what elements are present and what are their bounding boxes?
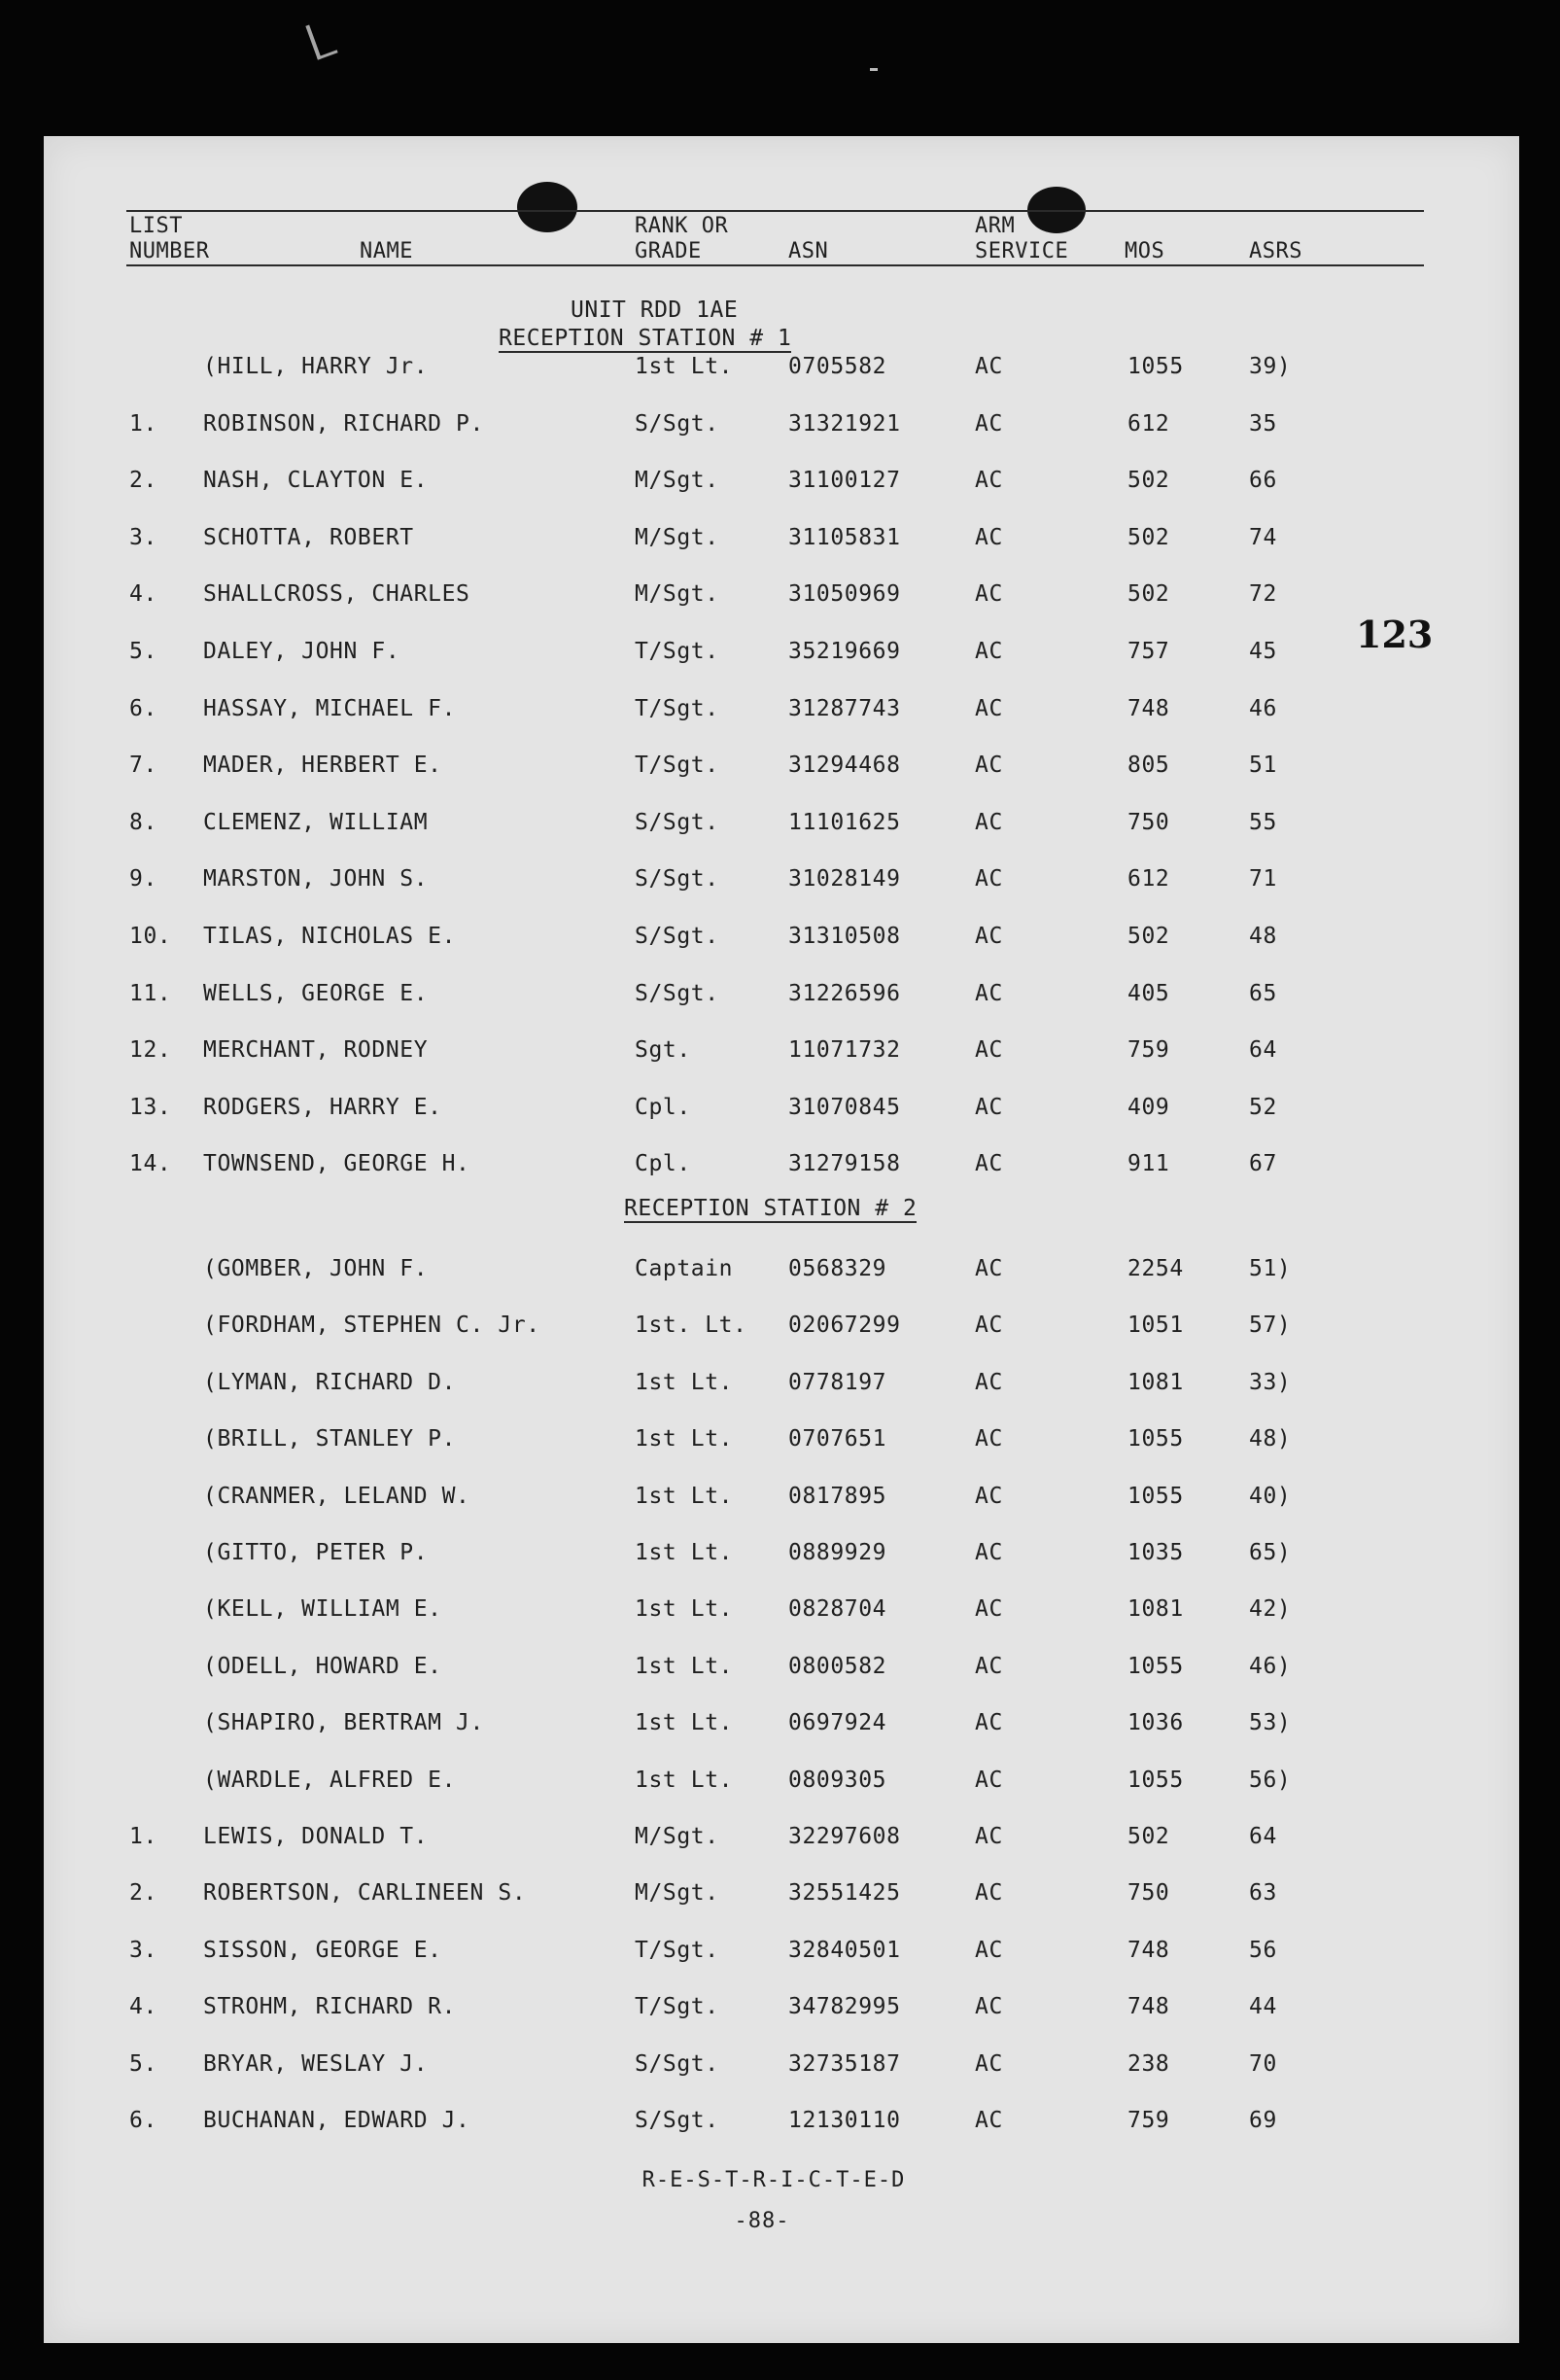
arm-service-cell: AC: [975, 1094, 1003, 1120]
asrs-cell: 39): [1249, 354, 1292, 379]
table-row: [44, 1254, 1519, 1293]
asn-cell: 35219669: [788, 639, 901, 664]
asn-cell: 31028149: [788, 866, 901, 892]
arm-service-cell: AC: [975, 1369, 1003, 1395]
table-row: [44, 1482, 1519, 1521]
header-bottom-rule: [126, 264, 1424, 266]
arm-service-cell: AC: [975, 1994, 1003, 2020]
asn-cell: 0809305: [788, 1767, 887, 1793]
arm-service-cell: AC: [975, 354, 1003, 379]
rank-cell: M/Sgt.: [635, 581, 719, 608]
table-row: [44, 1149, 1519, 1188]
arm-service-cell: AC: [975, 1151, 1003, 1177]
table-row: [44, 1708, 1519, 1747]
scan-artifact-mark: [305, 18, 337, 59]
mos-cell: 911: [1127, 1151, 1170, 1177]
mos-cell: 750: [1127, 809, 1170, 835]
header-arm: ARM SERVICE: [975, 214, 1069, 263]
asrs-cell: 53): [1249, 1710, 1292, 1736]
asrs-cell: 63: [1249, 1880, 1277, 1907]
rank-cell: S/Sgt.: [635, 809, 719, 835]
list-number-cell: 6.: [129, 695, 157, 721]
list-number-cell: 9.: [129, 866, 157, 892]
list-number-cell: 10.: [129, 924, 172, 949]
asrs-cell: 64: [1249, 1037, 1277, 1064]
header-mos: MOS: [1125, 239, 1165, 263]
asn-cell: 0828704: [788, 1596, 887, 1623]
rank-cell: M/Sgt.: [635, 468, 719, 494]
name-cell: (FORDHAM, STEPHEN C. Jr.: [203, 1312, 540, 1339]
asrs-cell: 67: [1249, 1151, 1277, 1177]
asrs-cell: 46): [1249, 1653, 1292, 1679]
arm-service-cell: AC: [975, 1710, 1003, 1736]
asrs-cell: 35: [1249, 410, 1277, 437]
name-cell: (LYMAN, RICHARD D.: [203, 1369, 457, 1395]
mos-cell: 612: [1127, 866, 1170, 892]
name-cell: HASSAY, MICHAEL F.: [203, 695, 457, 721]
name-cell: ROBERTSON, CARLINEEN S.: [203, 1880, 527, 1907]
name-cell: TILAS, NICHOLAS E.: [203, 924, 457, 949]
arm-service-cell: AC: [975, 866, 1003, 892]
table-row: [44, 1822, 1519, 1861]
arm-service-cell: AC: [975, 2108, 1003, 2133]
list-number-cell: 2.: [129, 468, 157, 494]
name-cell: (HILL, HARRY Jr.: [203, 354, 429, 379]
name-cell: TOWNSEND, GEORGE H.: [203, 1151, 470, 1177]
header-asn: ASN: [788, 239, 829, 263]
asn-cell: 34782995: [788, 1994, 901, 2020]
asn-cell: 0707651: [788, 1426, 887, 1452]
name-cell: MARSTON, JOHN S.: [203, 866, 429, 892]
list-number-cell: 1.: [129, 1824, 157, 1849]
mos-cell: 1055: [1127, 354, 1184, 379]
name-cell: DALEY, JOHN F.: [203, 639, 400, 664]
table-row: [44, 1878, 1519, 1917]
list-number-cell: 7.: [129, 752, 157, 779]
table-row: [44, 1992, 1519, 2031]
table-row: [44, 1311, 1519, 1349]
list-number-cell: 4.: [129, 581, 157, 608]
mos-cell: 759: [1127, 1037, 1170, 1064]
mos-cell: 1081: [1127, 1596, 1184, 1623]
mos-cell: 238: [1127, 2050, 1170, 2077]
rank-cell: M/Sgt.: [635, 1880, 719, 1907]
table-row: [44, 352, 1519, 391]
mos-cell: 502: [1127, 1824, 1170, 1849]
name-cell: SHALLCROSS, CHARLES: [203, 581, 470, 608]
rank-cell: M/Sgt.: [635, 524, 719, 550]
table-row: [44, 466, 1519, 505]
asrs-cell: 55: [1249, 809, 1277, 835]
table-row: [44, 808, 1519, 847]
asrs-cell: 48): [1249, 1426, 1292, 1452]
asn-cell: 02067299: [788, 1312, 901, 1339]
arm-service-cell: AC: [975, 1880, 1003, 1907]
name-cell: BRYAR, WESLAY J.: [203, 2050, 429, 2077]
asn-cell: 32840501: [788, 1937, 901, 1963]
table-row: [44, 2106, 1519, 2145]
name-cell: RODGERS, HARRY E.: [203, 1094, 442, 1120]
mos-cell: 1036: [1127, 1710, 1184, 1736]
arm-service-cell: AC: [975, 410, 1003, 437]
asn-cell: 12130110: [788, 2108, 901, 2133]
list-number-cell: 4.: [129, 1994, 157, 2020]
asn-cell: 31287743: [788, 695, 901, 721]
asrs-cell: 33): [1249, 1369, 1292, 1395]
name-cell: CLEMENZ, WILLIAM: [203, 809, 429, 835]
asn-cell: 11101625: [788, 809, 901, 835]
mos-cell: 1055: [1127, 1767, 1184, 1793]
mos-cell: 748: [1127, 1937, 1170, 1963]
asn-cell: 31070845: [788, 1094, 901, 1120]
mos-cell: 805: [1127, 752, 1170, 779]
header-asrs: ASRS: [1249, 239, 1302, 263]
table-row: [44, 694, 1519, 733]
arm-service-cell: AC: [975, 809, 1003, 835]
rank-cell: T/Sgt.: [635, 695, 719, 721]
header-rank: RANK OR GRADE: [635, 214, 729, 263]
rank-cell: Sgt.: [635, 1037, 691, 1064]
asn-cell: 32297608: [788, 1824, 901, 1849]
page-number: -88-: [734, 2209, 790, 2233]
asrs-cell: 40): [1249, 1483, 1292, 1509]
arm-service-cell: AC: [975, 1653, 1003, 1679]
mos-cell: 405: [1127, 980, 1170, 1006]
table-row: [44, 1093, 1519, 1132]
arm-service-cell: AC: [975, 639, 1003, 664]
rank-cell: 1st Lt.: [635, 1369, 734, 1395]
page-side-number: 123: [1356, 612, 1434, 656]
rank-cell: 1st Lt.: [635, 1426, 734, 1452]
asn-cell: 11071732: [788, 1037, 901, 1064]
name-cell: ROBINSON, RICHARD P.: [203, 410, 484, 437]
rank-cell: 1st Lt.: [635, 1710, 734, 1736]
table-row: [44, 637, 1519, 676]
asn-cell: 31294468: [788, 752, 901, 779]
mos-cell: 502: [1127, 924, 1170, 949]
asn-cell: 31321921: [788, 410, 901, 437]
rank-cell: 1st. Lt.: [635, 1312, 747, 1339]
arm-service-cell: AC: [975, 695, 1003, 721]
list-number-cell: 6.: [129, 2108, 157, 2133]
asrs-cell: 56): [1249, 1767, 1292, 1793]
table-row: [44, 579, 1519, 618]
mos-cell: 748: [1127, 695, 1170, 721]
restricted-marking: R-E-S-T-R-I-C-T-E-D: [641, 2168, 906, 2192]
arm-service-cell: AC: [975, 1540, 1003, 1565]
arm-service-cell: AC: [975, 581, 1003, 608]
asn-cell: 0705582: [788, 354, 887, 379]
table-row: [44, 409, 1519, 448]
arm-service-cell: AC: [975, 924, 1003, 949]
mos-cell: 1055: [1127, 1653, 1184, 1679]
asrs-cell: 48: [1249, 924, 1277, 949]
rank-cell: S/Sgt.: [635, 980, 719, 1006]
mos-cell: 502: [1127, 468, 1170, 494]
table-row: [44, 751, 1519, 789]
rank-cell: 1st Lt.: [635, 1596, 734, 1623]
mos-cell: 502: [1127, 524, 1170, 550]
list-number-cell: 3.: [129, 524, 157, 550]
rank-cell: S/Sgt.: [635, 410, 719, 437]
name-cell: MERCHANT, RODNEY: [203, 1037, 429, 1064]
asrs-cell: 74: [1249, 524, 1277, 550]
mos-cell: 2254: [1127, 1256, 1184, 1281]
asn-cell: 0778197: [788, 1369, 887, 1395]
asrs-cell: 46: [1249, 695, 1277, 721]
table-row: [44, 864, 1519, 903]
mos-cell: 612: [1127, 410, 1170, 437]
arm-service-cell: AC: [975, 468, 1003, 494]
table-row: [44, 979, 1519, 1018]
mos-cell: 748: [1127, 1994, 1170, 2020]
name-cell: MADER, HERBERT E.: [203, 752, 442, 779]
name-cell: (KELL, WILLIAM E.: [203, 1596, 442, 1623]
arm-service-cell: AC: [975, 1767, 1003, 1793]
asrs-cell: 57): [1249, 1312, 1292, 1339]
name-cell: SCHOTTA, ROBERT: [203, 524, 414, 550]
name-cell: SISSON, GEORGE E.: [203, 1937, 442, 1963]
list-number-cell: 14.: [129, 1151, 172, 1177]
table-row: [44, 1766, 1519, 1804]
table-row: [44, 1035, 1519, 1074]
mos-cell: 1035: [1127, 1540, 1184, 1565]
table-row: [44, 1368, 1519, 1407]
asrs-cell: 51: [1249, 752, 1277, 779]
name-cell: (ODELL, HOWARD E.: [203, 1653, 442, 1679]
rank-cell: S/Sgt.: [635, 924, 719, 949]
document-page: [44, 136, 1519, 2343]
asrs-cell: 44: [1249, 1994, 1277, 2020]
name-cell: (GOMBER, JOHN F.: [203, 1256, 429, 1281]
rank-cell: T/Sgt.: [635, 1994, 719, 2020]
name-cell: (GITTO, PETER P.: [203, 1540, 429, 1565]
list-number-cell: 5.: [129, 639, 157, 664]
table-row: [44, 523, 1519, 562]
list-number-cell: 8.: [129, 809, 157, 835]
list-number-cell: 11.: [129, 980, 172, 1006]
rank-cell: 1st Lt.: [635, 1767, 734, 1793]
mos-cell: 1055: [1127, 1426, 1184, 1452]
header-top-rule: [126, 210, 1424, 212]
table-row: [44, 1538, 1519, 1577]
asrs-cell: 66: [1249, 468, 1277, 494]
arm-service-cell: AC: [975, 524, 1003, 550]
rank-cell: Cpl.: [635, 1151, 691, 1177]
header-list-number: LIST NUMBER: [129, 214, 210, 263]
rank-cell: 1st Lt.: [635, 1483, 734, 1509]
asrs-cell: 64: [1249, 1824, 1277, 1849]
asrs-cell: 42): [1249, 1596, 1292, 1623]
rank-cell: 1st Lt.: [635, 354, 734, 379]
list-number-cell: 5.: [129, 2050, 157, 2077]
scan-artifact-dot: [870, 68, 878, 71]
name-cell: NASH, CLAYTON E.: [203, 468, 429, 494]
header-name: NAME: [360, 239, 413, 263]
asrs-cell: 45: [1249, 639, 1277, 664]
table-row: [44, 922, 1519, 961]
asn-cell: 31105831: [788, 524, 901, 550]
mos-cell: 759: [1127, 2108, 1170, 2133]
list-number-cell: 12.: [129, 1037, 172, 1064]
rank-cell: Captain: [635, 1256, 734, 1281]
asn-cell: 31226596: [788, 980, 901, 1006]
section1-title: RECEPTION STATION # 1: [499, 326, 792, 351]
rank-cell: S/Sgt.: [635, 2108, 719, 2133]
list-number-cell: 3.: [129, 1937, 157, 1963]
arm-service-cell: AC: [975, 2050, 1003, 2077]
asn-cell: 0800582: [788, 1653, 887, 1679]
asrs-cell: 69: [1249, 2108, 1277, 2133]
name-cell: (BRILL, STANLEY P.: [203, 1426, 457, 1452]
mos-cell: 750: [1127, 1880, 1170, 1907]
name-cell: WELLS, GEORGE E.: [203, 980, 429, 1006]
asn-cell: 0889929: [788, 1540, 887, 1565]
list-number-cell: 2.: [129, 1880, 157, 1907]
asn-cell: 31050969: [788, 581, 901, 608]
asrs-cell: 65): [1249, 1540, 1292, 1565]
mos-cell: 1055: [1127, 1483, 1184, 1509]
mos-cell: 757: [1127, 639, 1170, 664]
mos-cell: 1051: [1127, 1312, 1184, 1339]
name-cell: (WARDLE, ALFRED E.: [203, 1767, 457, 1793]
table-row: [44, 1652, 1519, 1691]
arm-service-cell: AC: [975, 1937, 1003, 1963]
asn-cell: 31100127: [788, 468, 901, 494]
asrs-cell: 52: [1249, 1094, 1277, 1120]
table-row: [44, 1594, 1519, 1633]
rank-cell: T/Sgt.: [635, 639, 719, 664]
arm-service-cell: AC: [975, 1596, 1003, 1623]
asrs-cell: 70: [1249, 2050, 1277, 2077]
asrs-cell: 51): [1249, 1256, 1292, 1281]
asrs-cell: 65: [1249, 980, 1277, 1006]
list-number-cell: 13.: [129, 1094, 172, 1120]
name-cell: STROHM, RICHARD R.: [203, 1994, 457, 2020]
table-row: [44, 2049, 1519, 2088]
name-cell: LEWIS, DONALD T.: [203, 1824, 429, 1849]
rank-cell: 1st Lt.: [635, 1540, 734, 1565]
mos-cell: 502: [1127, 581, 1170, 608]
asrs-cell: 72: [1249, 581, 1277, 608]
name-cell: (CRANMER, LELAND W.: [203, 1483, 470, 1509]
asrs-cell: 71: [1249, 866, 1277, 892]
rank-cell: M/Sgt.: [635, 1824, 719, 1849]
asn-cell: 32735187: [788, 2050, 901, 2077]
asn-cell: 32551425: [788, 1880, 901, 1907]
mos-cell: 409: [1127, 1094, 1170, 1120]
ink-blot-left: [517, 182, 577, 232]
rank-cell: T/Sgt.: [635, 752, 719, 779]
name-cell: BUCHANAN, EDWARD J.: [203, 2108, 470, 2133]
asn-cell: 0697924: [788, 1710, 887, 1736]
arm-service-cell: AC: [975, 1037, 1003, 1064]
unit-title: UNIT RDD 1AE: [571, 298, 739, 323]
arm-service-cell: AC: [975, 1312, 1003, 1339]
rank-cell: 1st Lt.: [635, 1653, 734, 1679]
asn-cell: 0568329: [788, 1256, 887, 1281]
list-number-cell: 1.: [129, 410, 157, 437]
asn-cell: 0817895: [788, 1483, 887, 1509]
arm-service-cell: AC: [975, 1426, 1003, 1452]
asn-cell: 31310508: [788, 924, 901, 949]
arm-service-cell: AC: [975, 1256, 1003, 1281]
table-row: [44, 1424, 1519, 1463]
rank-cell: S/Sgt.: [635, 866, 719, 892]
section2-title: RECEPTION STATION # 2: [624, 1196, 918, 1221]
arm-service-cell: AC: [975, 752, 1003, 779]
table-row: [44, 1936, 1519, 1975]
arm-service-cell: AC: [975, 980, 1003, 1006]
name-cell: (SHAPIRO, BERTRAM J.: [203, 1710, 484, 1736]
arm-service-cell: AC: [975, 1483, 1003, 1509]
rank-cell: T/Sgt.: [635, 1937, 719, 1963]
arm-service-cell: AC: [975, 1824, 1003, 1849]
asrs-cell: 56: [1249, 1937, 1277, 1963]
rank-cell: S/Sgt.: [635, 2050, 719, 2077]
asn-cell: 31279158: [788, 1151, 901, 1177]
mos-cell: 1081: [1127, 1369, 1184, 1395]
rank-cell: Cpl.: [635, 1094, 691, 1120]
